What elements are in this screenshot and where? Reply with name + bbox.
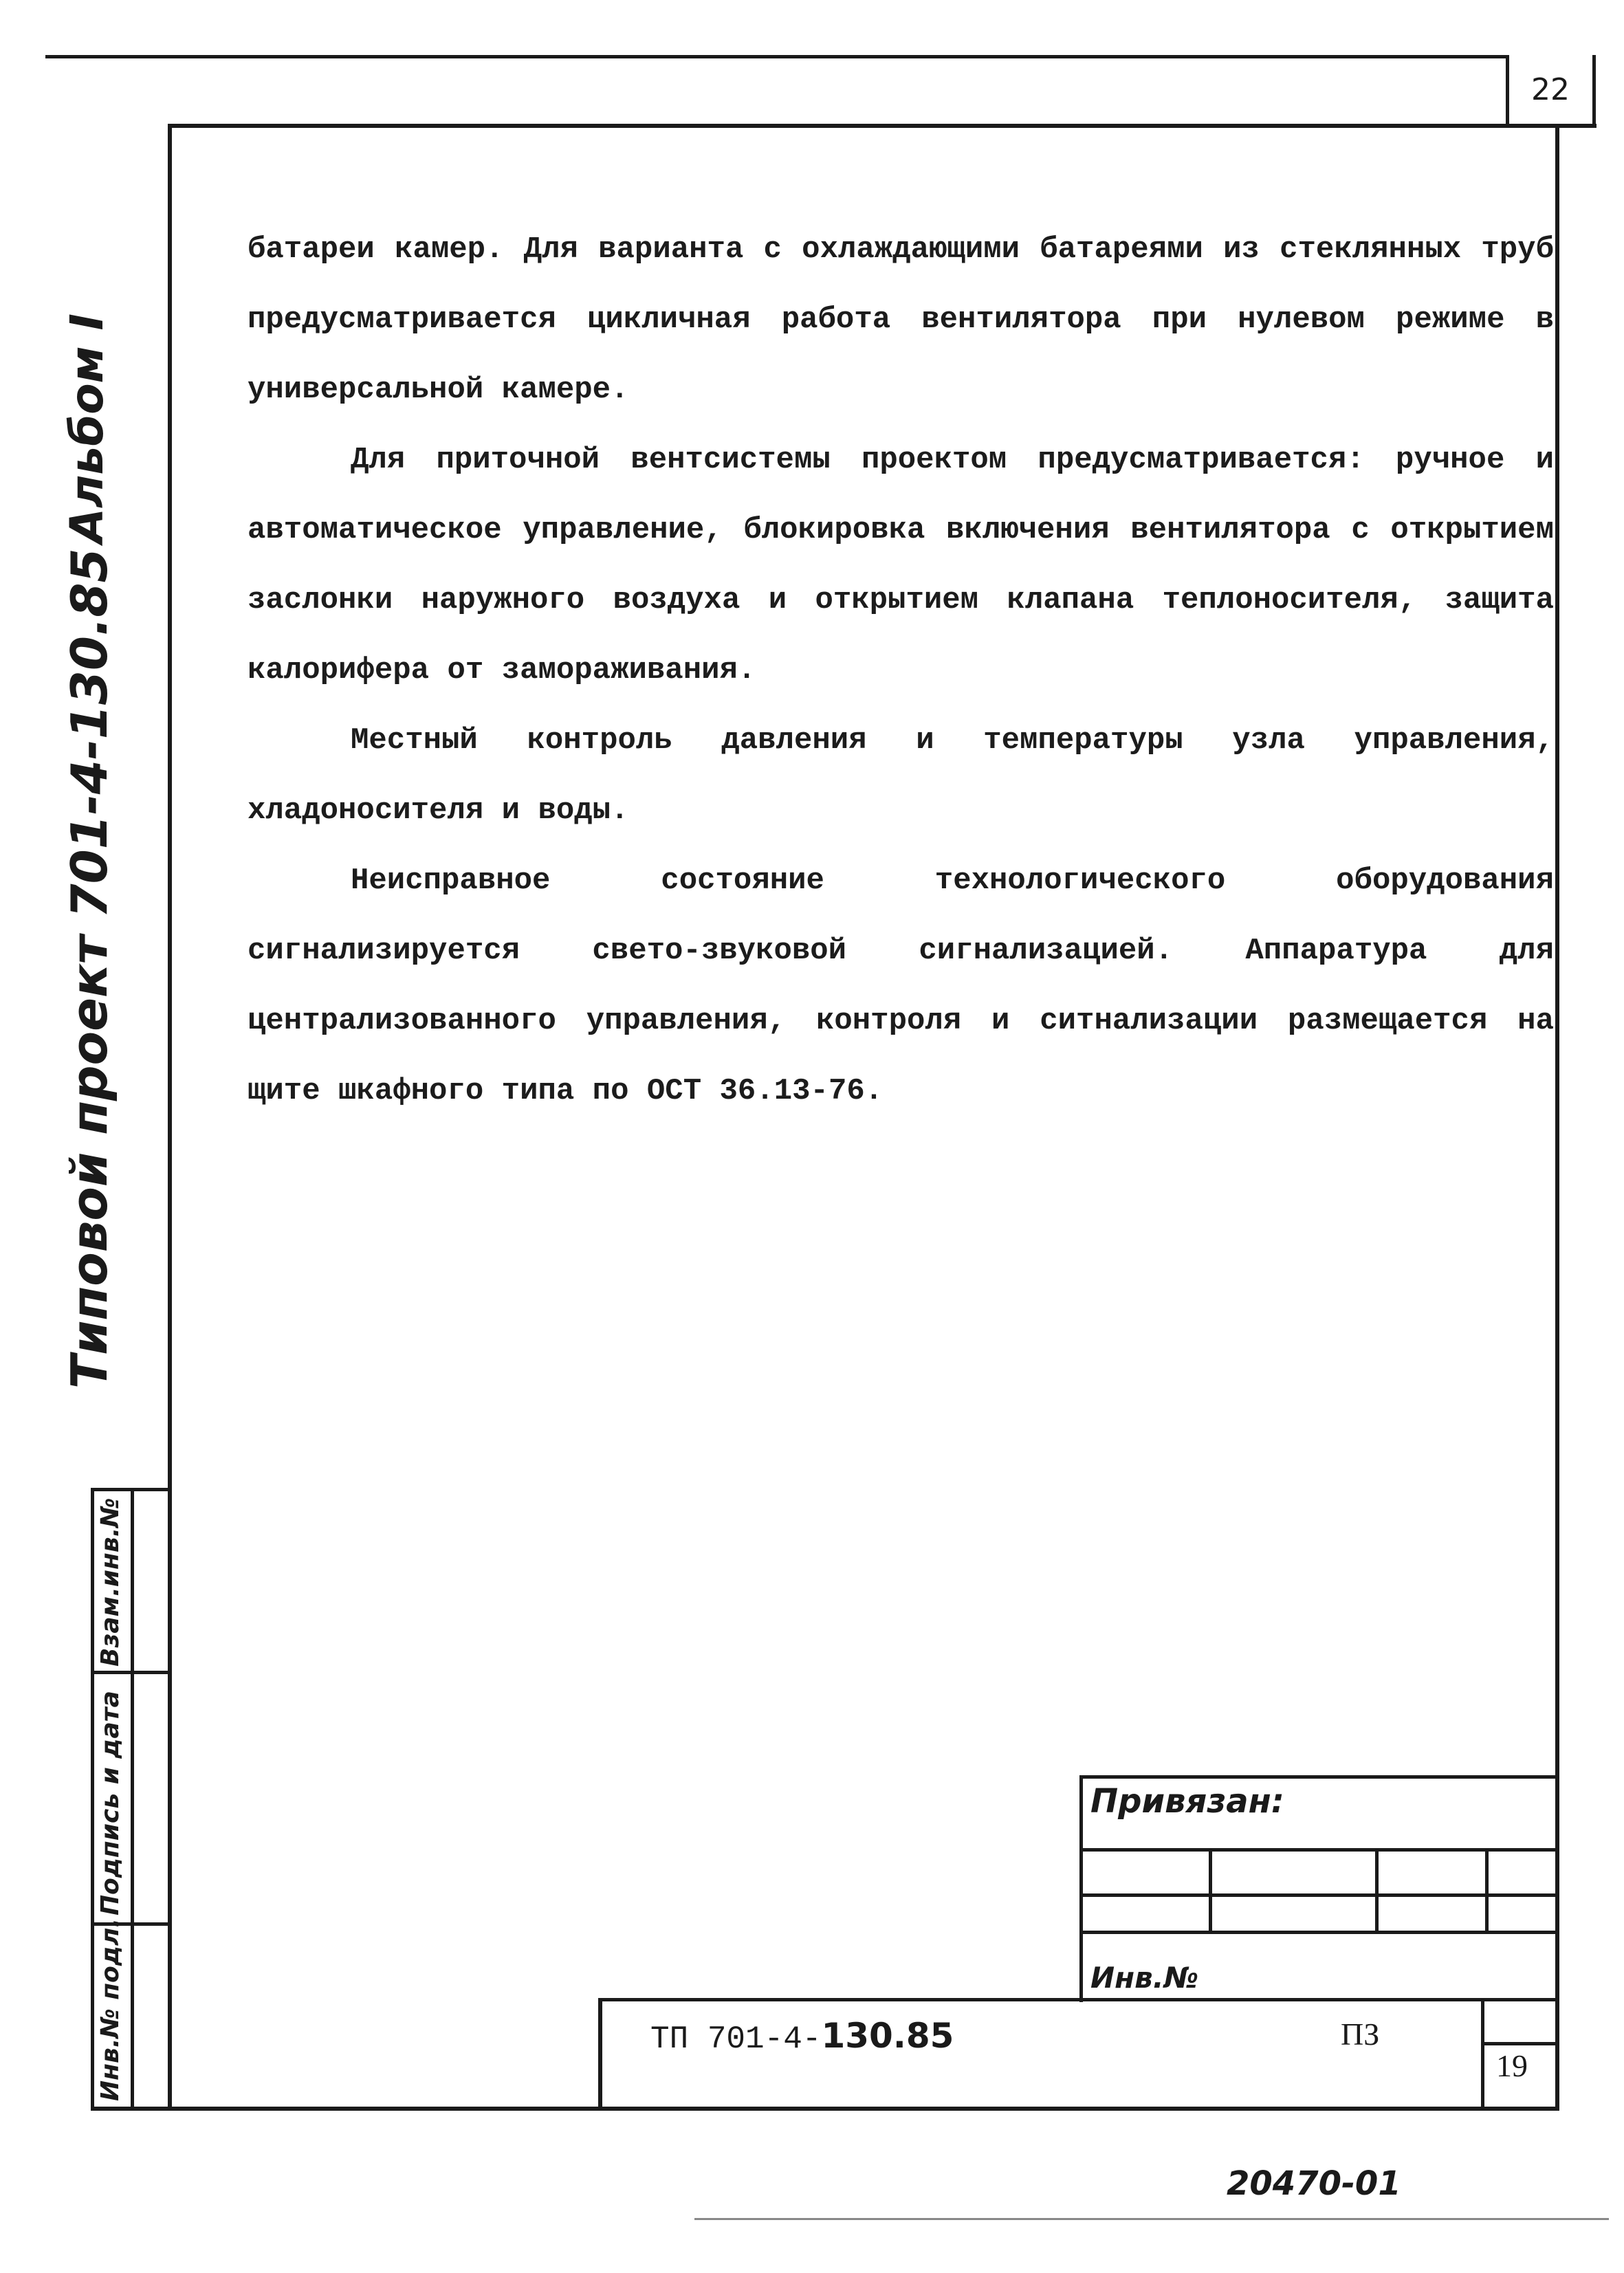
top-border-line (45, 55, 1507, 58)
frame-right (1555, 124, 1559, 2111)
privyazan-left (1079, 1775, 1083, 2002)
paragraph-1: батареи камер. Для варианта с охлаждающими батареями из стеклянных труб предусматривается цикличная работа вентилятора при нулевом режиме в универсальной камере. (248, 232, 1554, 407)
stamp-top (91, 1488, 172, 1491)
sheet-number: 19 (1496, 2048, 1528, 2083)
stamp-vzam-inv: Взам.инв.№ (96, 1497, 124, 1667)
frame-bottom (91, 2107, 1559, 2111)
stamp-div-1 (91, 1671, 172, 1674)
margin-album-label: Альбом I (61, 313, 113, 543)
paragraph-3: Местный контроль давления и температуры узла управления, хладоносителя и воды. (248, 723, 1554, 828)
paragraph-4: Неисправное состояние технологического оборудования сигнализируется свето-звуковой сигнализацией. Аппаратура для централизованного управления, контроля и ситнализации размещается на щите шкафного типа по ОСТ 36.13-76. (248, 864, 1554, 1108)
paragraph-2: Для приточной вентсистемы проектом предусматривается: ручное и автоматическое управление, блокировка включения вентилятора с открытием заслонки наружного воздуха и открытием клапана теплоносителя, защита калорифера от замораживания. (248, 443, 1554, 688)
stamp-col-left (91, 1488, 94, 2111)
sheet-num-box-top (1481, 2042, 1559, 2045)
privyazan-col-2 (1375, 1848, 1379, 1933)
bottom-line (694, 2218, 1609, 2220)
privyazan-top (1079, 1775, 1559, 1779)
privyazan-label: Привязан: (1090, 1782, 1284, 1821)
sheet-num-box-left (1481, 1998, 1484, 2111)
margin-project-title: Типовой проект 701-4-130.85 (61, 548, 118, 1389)
body-text (248, 215, 1554, 1126)
stamp-inv-podl: Инв.№ подл. (96, 1918, 124, 2101)
frame-left (168, 124, 172, 2111)
document-code-number: 130.85 (821, 2016, 954, 2056)
sheet-code: ПЗ (1341, 2017, 1380, 2052)
privyazan-col-3 (1485, 1848, 1489, 1933)
privyazan-col-1 (1209, 1848, 1212, 1933)
document-code-prefix: ТП 701-4- (650, 2021, 822, 2057)
page-number: 22 (1531, 72, 1570, 107)
title-block-top (598, 1998, 1559, 2001)
archive-code: 20470-01 (1227, 2164, 1401, 2203)
document-code (650, 2016, 954, 2057)
inv-no-label: Инв.№ (1090, 1961, 1199, 1995)
stamp-col-mid (131, 1488, 134, 2111)
stamp-podpis-data: Подпись и дата (96, 1691, 124, 1915)
frame-top (168, 124, 1596, 128)
title-block-left (598, 1998, 602, 2111)
